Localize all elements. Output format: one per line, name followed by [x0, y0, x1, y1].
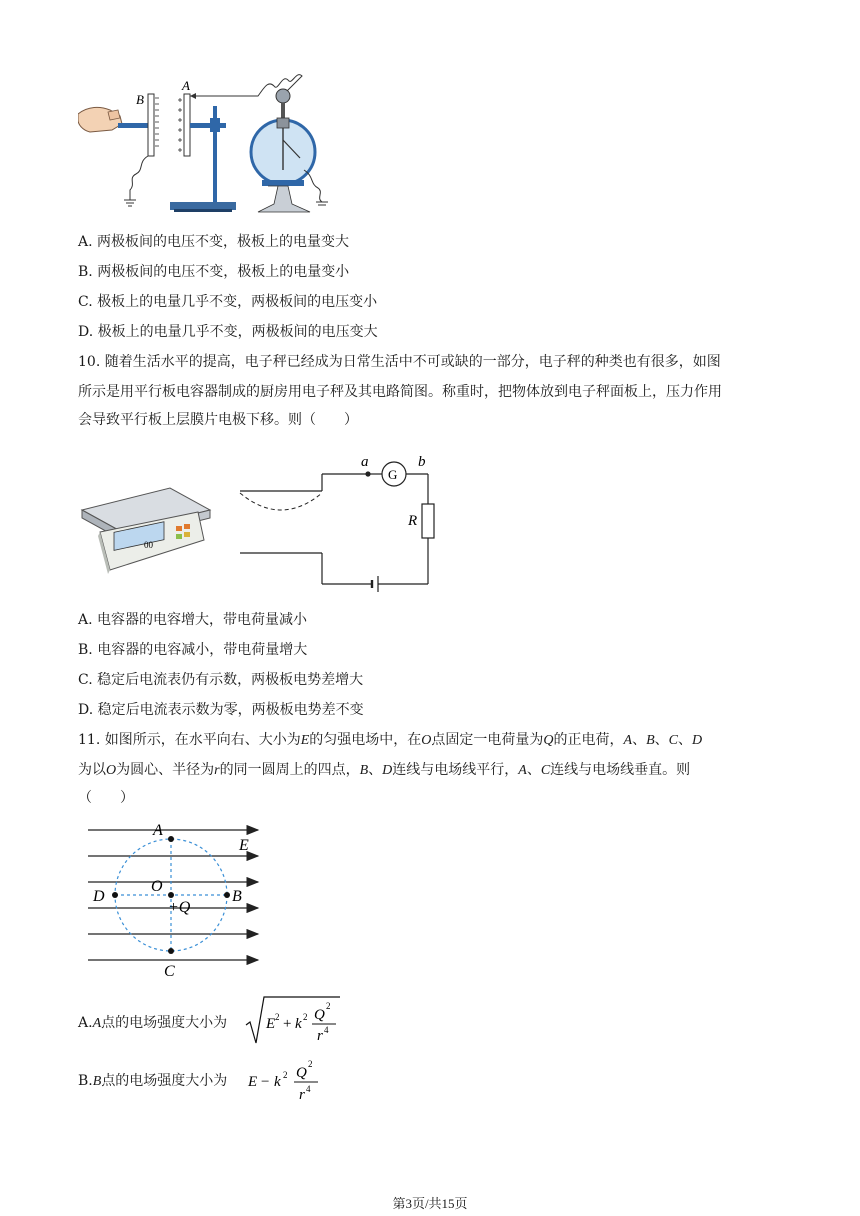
plate-b-label: B: [136, 92, 144, 107]
label-a: A: [153, 822, 163, 839]
q11-option-a[interactable]: A.A点的电场强度大小为: [78, 1015, 228, 1031]
plate-b: [148, 94, 154, 156]
q9-option-a[interactable]: A. 两极板间的电压不变，极板上的电量变大: [78, 234, 350, 250]
label-c: C: [164, 963, 175, 980]
svg-text:k: k: [295, 1016, 302, 1032]
q10-option-a[interactable]: A. 电容器的电容增大，带电荷量减小: [78, 612, 308, 628]
insulating-rod: [118, 123, 150, 128]
svg-text:E: E: [248, 1074, 258, 1090]
resistor: [422, 504, 434, 538]
q10-option-d[interactable]: D. 稳定后电流表示数为零，两极板电势差不变: [78, 702, 364, 718]
formula-b: [246, 1055, 326, 1107]
svg-text:2: 2: [275, 1012, 280, 1022]
circuit-diagram: [230, 452, 450, 597]
q11-stem-line-2: 为以O为圆心、半径为r的同一圆周上的四点，B、D连线与电场线平行，A、C连线与电场线垂直。则: [78, 762, 691, 778]
svg-text:+: +: [283, 1016, 292, 1032]
label-q: +Q: [168, 899, 191, 916]
svg-text:2: 2: [326, 1001, 331, 1011]
formula-a: [244, 995, 344, 1047]
svg-text:4: 4: [306, 1084, 311, 1094]
svg-text:Q: Q: [314, 1007, 325, 1023]
galvanometer-label: G: [388, 467, 398, 482]
label-b: B: [232, 888, 242, 905]
q10-stem-line-2: 所示是用平行板电容器制成的厨房用电子秤及其电路简图。称重时，把物体放到电子秤面板上，压力作用: [78, 384, 722, 400]
svg-text:2: 2: [303, 1012, 308, 1022]
label-o: O: [151, 878, 163, 895]
point-d: [112, 892, 118, 898]
point-o: [168, 892, 174, 898]
svg-text:k: k: [274, 1074, 281, 1090]
svg-text:Q: Q: [296, 1065, 307, 1081]
svg-text:r: r: [317, 1028, 323, 1044]
svg-text:r: r: [299, 1087, 305, 1103]
q9-option-c[interactable]: C. 极板上的电量几乎不变，两极板间的电压变小: [78, 294, 378, 310]
kitchen-scale-figure: [78, 480, 213, 575]
q10-option-b[interactable]: B. 电容器的电容减小，带电荷量增大: [78, 642, 308, 658]
point-c: [168, 948, 174, 954]
hand-illustration: [78, 107, 122, 132]
q11-stem-line-3: （ ）: [78, 790, 134, 806]
q10-stem-line-1: 10. 随着生活水平的提高，电子秤已经成为日常生活中不可或缺的一部分，电子秤的种类也有很多，如图: [78, 354, 721, 370]
svg-text:−: −: [261, 1074, 270, 1090]
point-b: [224, 892, 230, 898]
q11-stem-line-1: 11. 如图所示，在水平向右、大小为E的匀强电场中，在O点固定一电荷量为Q的正电荷，A、B、C、D: [78, 732, 703, 748]
label-e: E: [239, 837, 249, 854]
electroscope-figure: [78, 66, 328, 216]
q9-option-d[interactable]: D. 极板上的电量几乎不变，两极板间的电压变大: [78, 324, 378, 340]
svg-text:2: 2: [308, 1059, 313, 1069]
page-footer: 第3页/共15页: [392, 1196, 468, 1211]
point-a: [168, 836, 174, 842]
q10-stem-line-3: 会导致平行板上层膜片电极下移。则（ ）: [78, 412, 358, 428]
electroscope: [251, 89, 328, 212]
q9-option-b[interactable]: B. 两极板间的电压不变，极板上的电量变小: [78, 264, 350, 280]
scale-display-value: 00: [144, 540, 153, 550]
svg-text:4: 4: [324, 1025, 329, 1035]
electric-field-figure: [80, 818, 270, 983]
label-d: D: [93, 888, 105, 905]
deformed-plate: [240, 493, 322, 510]
svg-text:E: E: [266, 1016, 276, 1032]
point-a-label: a: [361, 454, 369, 470]
plate-a: [184, 94, 190, 156]
svg-text:2: 2: [283, 1070, 288, 1080]
plate-a-label: A: [182, 78, 190, 93]
q10-option-c[interactable]: C. 稳定后电流表仍有示数，两极板电势差增大: [78, 672, 364, 688]
point-b-label: b: [418, 454, 426, 470]
q11-option-b[interactable]: B.B点的电场强度大小为: [78, 1073, 228, 1089]
resistor-label: R: [408, 513, 418, 529]
